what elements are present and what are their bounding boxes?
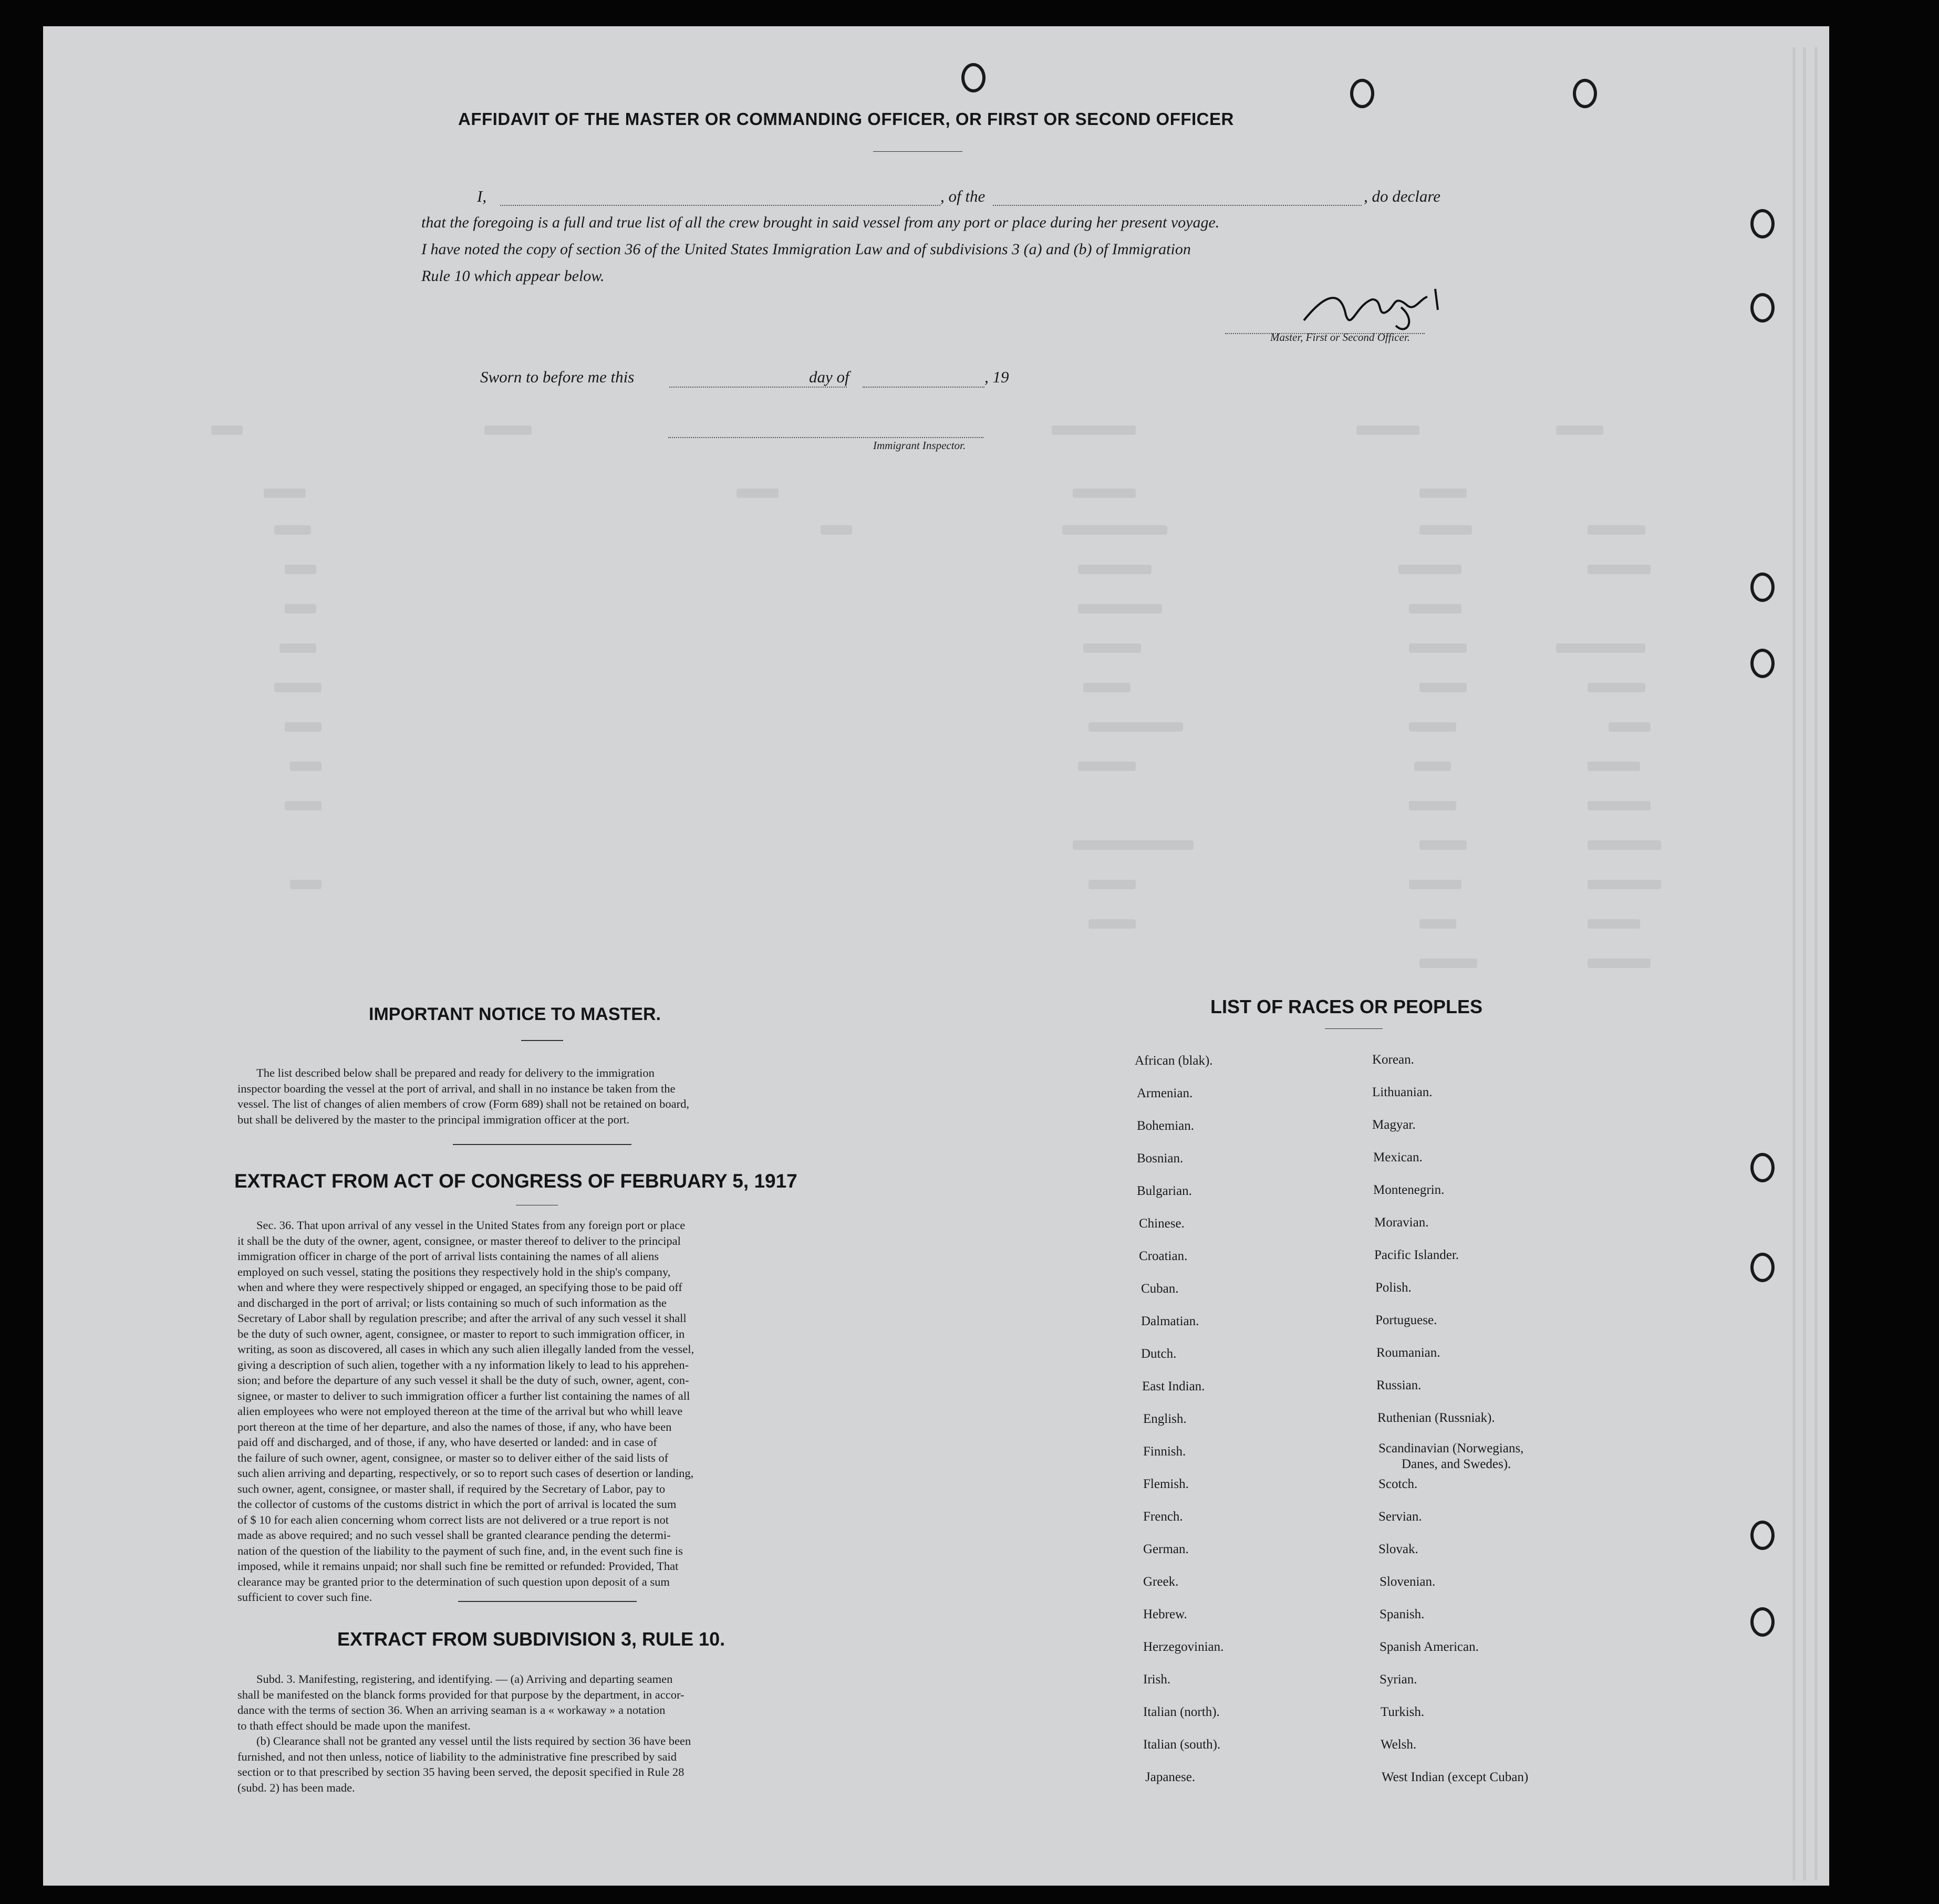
race-item: Servian. [1378,1510,1422,1524]
race-item: Roumanian. [1376,1346,1440,1360]
day-blank [669,387,847,388]
race-item: East Indian. [1142,1379,1205,1393]
divider [873,151,962,152]
divider [458,1601,637,1602]
race-item: Spanish American. [1380,1640,1479,1654]
month-blank [863,387,984,388]
divider [521,1040,563,1041]
race-item: Pacific Islander. [1374,1248,1459,1262]
punch-hole [1750,573,1775,602]
race-item: Armenian. [1137,1086,1193,1100]
race-item: Ruthenian (Russniak). [1377,1411,1495,1425]
day-of-label: day of [809,368,849,386]
punch-hole [1750,1253,1775,1282]
document-page [43,26,1829,1886]
race-item: Hebrew. [1143,1607,1187,1621]
punch-hole [1750,293,1775,322]
affidavit-line-4: Rule 10 which appear below. [421,267,605,285]
race-item: Dutch. [1141,1347,1177,1361]
race-item: Magyar. [1372,1118,1416,1132]
race-item: Welsh. [1381,1737,1417,1752]
affidavit-line-3: I have noted the copy of section 36 of the United States Immigration Law and of subdivisions 3 (a) and (b) of Immigration [421,241,1191,258]
notice-title: IMPORTANT NOTICE TO MASTER. [369,1004,661,1024]
race-item: Irish. [1143,1672,1171,1687]
punch-hole [1750,1521,1775,1550]
punch-hole [1750,1607,1775,1637]
punch-hole [961,63,986,92]
signature-caption: Master, First or Second Officer. [1270,331,1410,344]
race-item-continued: Danes, and Swedes). [1402,1457,1511,1471]
race-item: Portuguese. [1375,1313,1437,1327]
divider [453,1144,631,1145]
race-item: Finnish. [1143,1444,1186,1459]
race-item: Greek. [1143,1575,1179,1589]
page-edge [1803,47,1806,1880]
punch-hole [1573,79,1597,108]
act-text: Sec. 36. That upon arrival of any vessel in the United States from any foreign port or place it shall be the duty of the owner, agent, consignee, or master thereof to deliver to the principal immigration officer in charge of the port of arrival lists containing the names of all aliens employed on such vessel, stating the positions they respectively hold in the ship's company, when and where they were respectively shipped or engaged, an specifying those to be paid off and discharged in the port of arrival; or lists containing so much of such information as the Secretary of Labor shall by regulation prescribe; and after the arrival of any such vessel it shall be the duty of such owner, agent, consignee, or master to report to such immigration officer, in writing, as soon as discovered, all cases in which any such alien illegally landed from the vessel, giving a description of such alien, together with a ny information likely to lead to his apprehen- sion; and before the departure of any such vessel it shall be the duty of such, owner, agent, con- signee, or master to deliver to such immigration officer a further list containing the names of all alien employees who were not employed thereon at the time of the arrival but who whill leave port thereon at the time of her departure, and also the names of those, if any, who have been paid off and discharged, and of those, if any, who have deserted or landed: and in case of the failure of such owner, agent, consignee, or master so to deliver either of the said lists of such alien arriving and departing, respectively, or so to report such cases of desertion or landing, such owner, agent, consignee, or master shall, if required by the Secretary of Labor, pay to the collector of customs of the customs district in which the port of arrival is located the sum of $ 10 for each alien concerning whom correct lists are not delivered or a true report is not made as above required; and no such vessel shall be granted clearance pending the determi- nation of the question of the liability to the payment of such fine, and, in the event such fine is imposed, while it remains unpaid; nor shall such fine be remitted or refunded: Provided, That clearance may be granted prior to the determination of such question upon deposit of a sum sufficient to cover such fine. [237,1219,694,1604]
race-item: Lithuanian. [1372,1085,1433,1099]
race-item: Flemish. [1143,1477,1189,1491]
race-item: Italian (south). [1143,1737,1221,1752]
divider [1325,1028,1383,1029]
race-item: French. [1143,1510,1183,1524]
vessel-blank [993,205,1362,206]
notice-text: The list described below shall be prepared and ready for delivery to the immigration inspector boarding the vessel at the port of arrival, and shall in no instance be taken from the vessel. The list of changes of alien members of crow (Form 689) shall not be retained on board, but shall be delivered by the master to the principal immigration officer at the port. [237,1066,689,1126]
affidavit-of-the: , of the [940,187,986,205]
punch-hole [1350,79,1374,108]
race-item: African (blak). [1135,1054,1213,1068]
affidavit-title: AFFIDAVIT OF THE MASTER OR COMMANDING OFFICER, OR FIRST OR SECOND OFFICER [458,109,1234,129]
race-item: Bohemian. [1137,1119,1195,1133]
punch-hole [1750,1153,1775,1182]
race-item: Russian. [1376,1378,1422,1392]
rule-text: Subd. 3. Manifesting, registering, and identifying. — (a) Arriving and departing seamen shall be manifested on the blanck forms provided for that purpose by the department, in accor- dance with the terms of section 36. When an arriving seaman is a « workaway » a notation to thath effect should be made upon the manifest. (b) Clearance shall not be granted any vessel until the lists required by section 36 have been furnished, and not then unless, notice of liability to the administrative fine prescribed by said section or to that prescribed by section 35 having been served, the deposit specified in Rule 28 (subd. 2) has been made. [237,1672,691,1794]
race-item: Herzegovinian. [1143,1640,1224,1654]
punch-hole [1750,649,1775,678]
race-item: Chinese. [1139,1216,1185,1231]
race-item: Croatian. [1139,1249,1188,1263]
race-item: Slovak. [1378,1542,1418,1556]
race-item: Turkish. [1381,1705,1425,1719]
race-item: English. [1143,1412,1187,1426]
punch-hole [1750,209,1775,238]
rule-title: EXTRACT FROM SUBDIVISION 3, RULE 10. [337,1628,725,1650]
year-label: , 19 [984,368,1009,386]
race-item: Syrian. [1380,1672,1417,1687]
race-item: West Indian (except Cuban) [1382,1770,1529,1784]
race-item: Italian (north). [1143,1705,1220,1719]
act-title: EXTRACT FROM ACT OF CONGRESS OF FEBRUARY 5, 1917 [234,1170,797,1192]
sworn-label: Sworn to before me this [480,368,635,386]
race-item: Polish. [1375,1281,1412,1295]
race-item: Spanish. [1380,1607,1425,1621]
race-item: Montenegrin. [1373,1183,1445,1197]
race-item: Moravian. [1374,1215,1429,1230]
name-blank [500,205,940,206]
race-item: Dalmatian. [1141,1314,1199,1328]
inspector-line [668,437,983,438]
race-item: Japanese. [1145,1770,1196,1784]
page-edge [1814,47,1818,1880]
affidavit-line-2: that the foregoing is a full and true list of all the crew brought in said vessel from any port or place during her present voyage. [421,214,1220,231]
affidavit-do-declare: , do declare [1364,187,1441,205]
race-item: Bulgarian. [1137,1184,1192,1198]
race-item: German. [1143,1542,1189,1556]
race-item: Scotch. [1378,1477,1418,1491]
page-edge [1792,47,1796,1880]
inspector-caption: Immigrant Inspector. [873,439,966,452]
affidavit-i: I, [477,187,487,205]
race-item: Bosnian. [1137,1151,1184,1166]
race-item: Cuban. [1141,1282,1179,1296]
race-item: Slovenian. [1380,1575,1436,1589]
race-item: Scandinavian (Norwegians, [1378,1441,1524,1455]
race-item: Mexican. [1373,1150,1423,1164]
races-title: LIST OF RACES OR PEOPLES [1210,996,1483,1017]
race-item: Korean. [1372,1053,1414,1067]
